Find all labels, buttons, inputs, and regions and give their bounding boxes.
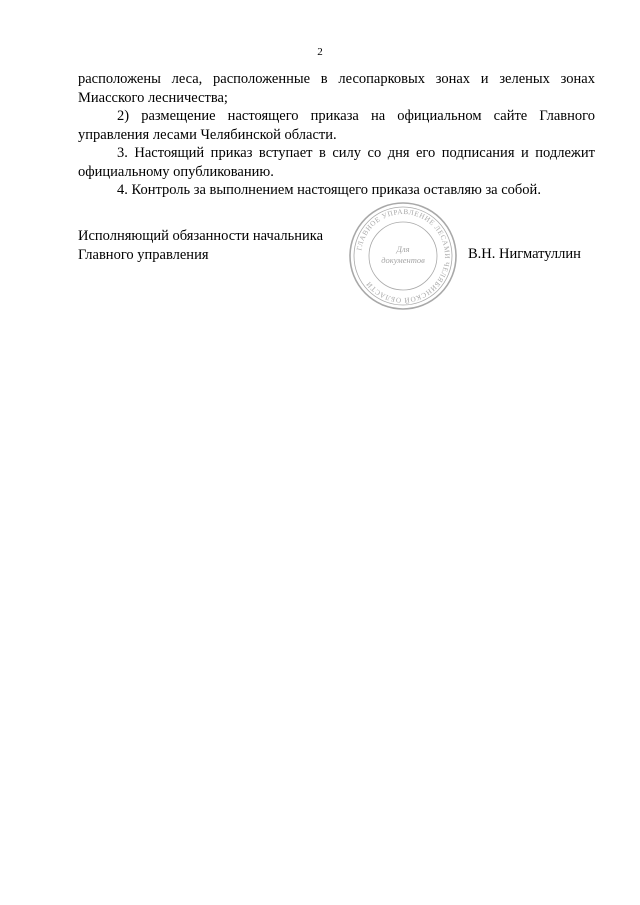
signature-position	[78, 227, 323, 264]
signature-position-line-1: Исполняющий обязанности начальника	[78, 228, 324, 244]
seal-outer-text: ГЛАВНОЕ УПРАВЛЕНИЕ ЛЕСАМИ ЧЕЛЯБИНСКОЙ ОБЛАСТИ	[355, 207, 452, 305]
paragraph-3: 3. Настоящий приказ вступает в силу со дня его подписания и подлежит официальному опубликованию.	[78, 145, 595, 180]
paragraph-4: 4. Контроль за выполнением настоящего приказа оставляю за собой.	[117, 182, 541, 198]
body-text	[78, 70, 595, 200]
official-seal-icon	[347, 200, 459, 312]
signature-position-line-2: Главного управления	[78, 246, 209, 263]
seal-center-text-1: Для	[396, 244, 410, 254]
seal-center-text-2: документов	[381, 255, 425, 265]
paragraph-2: 2) размещение настоящего приказа на официальном сайте Главного управления лесами Челябинской области.	[78, 108, 595, 143]
signature-name: В.Н. Нигматуллин	[468, 246, 581, 262]
page-number: 2	[317, 46, 323, 58]
paragraph-1: расположены леса, расположенные в лесопарковых зонах и зеленых зонах Миасского лесничества;	[78, 71, 595, 106]
